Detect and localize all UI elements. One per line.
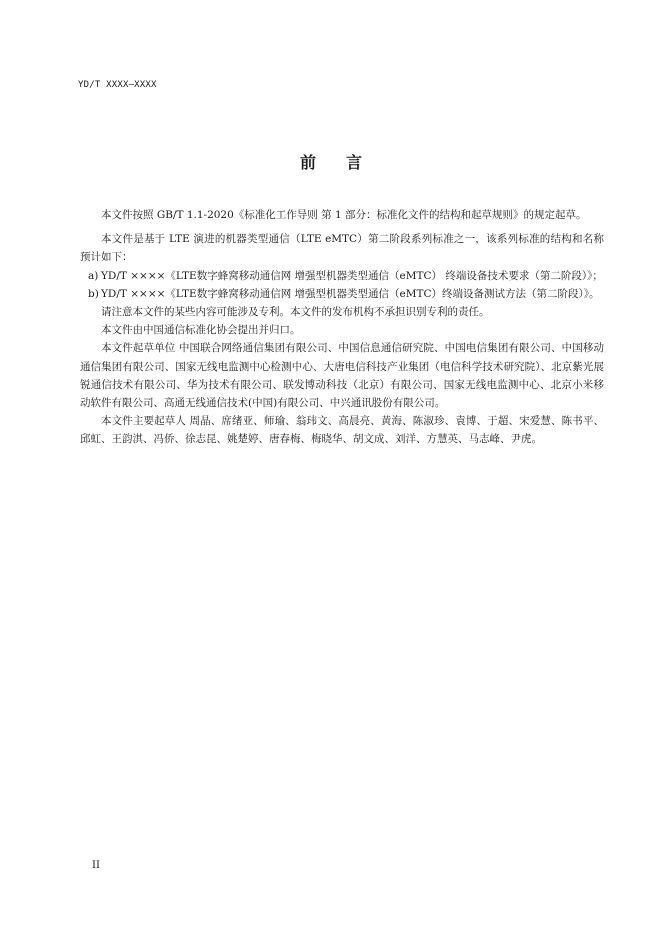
document-code: YD/T XXXX—XXXX (78, 80, 157, 90)
list-item-a-text: YD/T ××××《LTE数字蜂窝移动通信网 增强型机器类型通信（eMTC） 终端设备技术要求（第二阶段）》； (101, 269, 603, 282)
list-item-a (80, 267, 604, 285)
paragraph-drafting-rules: 本文件按照 GB/T 1.1-2020《标准化工作导则 第 1 部分：标准化文件的结构和起草规则》的规定起草。 (101, 209, 587, 221)
list-item-b-text: YD/T ××××《LTE数字蜂窝移动通信网 增强型机器类型通信（eMTC）终端设备测试方法（第二阶段）》。 (101, 287, 600, 300)
paragraph-patent-notice: 请注意本文件的某些内容可能涉及专利。本文件的发布机构不承担识别专利的责任。 (101, 306, 490, 319)
paragraph-drafters: 本文件主要起草人 周晶、席绪亚、师瑜、翁玮文、高晨亮、黄海、陈淑珍、袁博、于超、宋爱慧、陈书平、邱虹、王韵淇、冯侨、徐志昆、姚楚婷、唐春梅、梅晓华、胡文成、刘洋、方慧英、马志峰、尹虎。 (80, 415, 604, 446)
list-item-b (80, 285, 604, 303)
list-marker-b: b) (88, 287, 99, 300)
list-marker-a: a) (88, 269, 99, 282)
paragraph-series-intro: 本文件是基于 LTE 演进的机器类型通信（LTE eMTC）第二阶段系列标准之一，该系列标准的结构和名称预计如下： (80, 233, 604, 264)
paragraph-drafting-units: 本文件起草单位 中国联合网络通信集团有限公司、中国信息通信研究院、中国电信集团有限公司、中国移动通信集团有限公司、国家无线电监测中心检测中心、大唐电信科技产业集团（电信科学技术研究院）、北京紫光展锐通信技术有限公司、华为技术有限公司、联发博动科技（北京）有限公司、国家无线电监测中心、北京小米移动软件有限公司、高通无线通信技术(中国)有限公司、中兴通讯股份有限公司。 (80, 342, 604, 410)
page-title: 前言 (299, 153, 392, 172)
paragraph-proposer: 本文件由中国通信标准化协会提出并归口。 (101, 324, 301, 337)
page-number: II (92, 860, 100, 871)
foreword-body (80, 206, 604, 449)
